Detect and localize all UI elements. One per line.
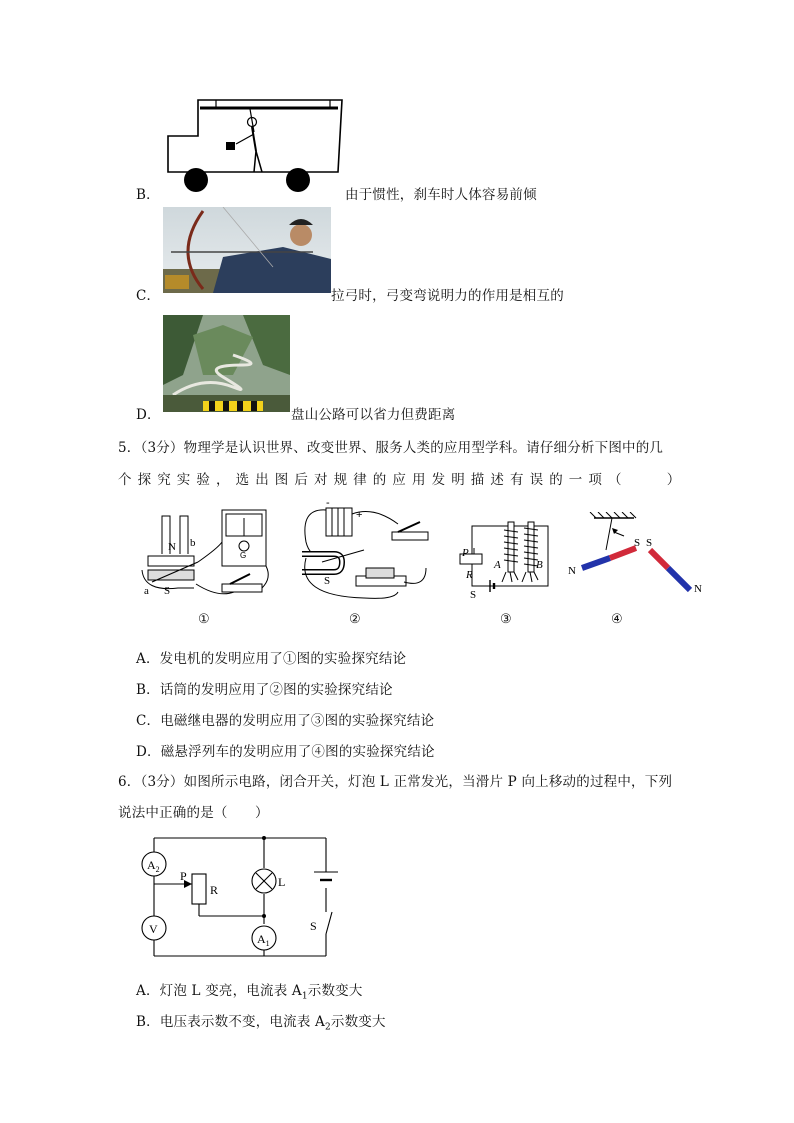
q5-option-b: B．话筒的发明应用了②图的实验探究结论 xyxy=(136,682,393,698)
q5-figure-1-induction xyxy=(138,508,276,604)
q4-option-b-text: 由于惯性，刹车时人体容易前倾 xyxy=(345,187,537,203)
fig2-plus: + xyxy=(356,509,363,521)
fig2-minus: - xyxy=(326,498,330,509)
q6-option-a-pre: A．灯泡 L 变亮，电流表 A xyxy=(136,983,302,999)
q5-figure-2-motor xyxy=(294,498,436,606)
q6-option-a-sub: 1 xyxy=(301,991,308,1002)
fig3-label-r: R xyxy=(466,569,473,581)
q4-option-d-text: 盘山公路可以省力但费距离 xyxy=(291,407,456,423)
q5-figure-4-caption: ④ xyxy=(611,612,623,627)
mountain-road-photo xyxy=(163,315,290,412)
q6-stem-line2: 说法中正确的是（ ） xyxy=(118,805,269,821)
q4-option-d-letter: D． xyxy=(136,407,161,423)
fig4-label-n1: N xyxy=(568,565,576,577)
q5-stem-line1: 5．（3分）物理学是认识世界、改变世界、服务人类的应用型学科。请仔细分析下图中的几 xyxy=(118,440,664,456)
fig3-label-p: P xyxy=(462,547,469,559)
q4-option-c-text: 拉弓时，弓变弯说明力的作用是相互的 xyxy=(331,288,564,304)
q6-a1-label: A xyxy=(257,932,266,946)
fig4-label-s1: S xyxy=(634,537,641,549)
q6-option-b-sub: 2 xyxy=(324,1022,331,1033)
fig1-meter-label: G xyxy=(240,551,247,560)
q6-switch-label: S xyxy=(310,919,317,933)
q6-stem-line1: 6．（3分）如图所示电路，闭合开关，灯泡 L 正常发光，当滑片 P 向上移动的过程中，下列 xyxy=(118,774,673,790)
fig3-label-s: S xyxy=(470,589,477,601)
q5-stem-line2: 个探究实验，选出图后对规律的应用发明描述有误的一项（ ） xyxy=(118,472,687,488)
q6-option-a xyxy=(136,979,363,1002)
q6-option-b xyxy=(136,1010,386,1033)
q5-option-d: D．磁悬浮列车的发明应用了④图的实验探究结论 xyxy=(136,744,435,760)
fig2-label-s: S xyxy=(324,575,331,587)
fig1-label-a: a xyxy=(144,585,149,597)
fig1-label-s: S xyxy=(164,585,171,597)
q6-voltmeter-label: V xyxy=(149,922,158,936)
q5-figure-3-caption: ③ xyxy=(500,612,512,627)
q6-a2-sub: 2 xyxy=(155,865,160,874)
q5-figure-3-electromagnet xyxy=(452,518,552,602)
q6-option-a-post: 示数变大 xyxy=(307,983,363,999)
truck-inertia-figure xyxy=(160,96,350,192)
q6-option-b-post: 示数变大 xyxy=(330,1014,386,1030)
archer-photo xyxy=(163,207,331,293)
q6-resistor-label: R xyxy=(210,883,219,897)
q4-option-c-letter: C． xyxy=(136,288,161,304)
q6-a1-sub: 1 xyxy=(265,939,270,948)
q6-lamp-label: L xyxy=(278,875,286,889)
q5-figure-1-caption: ① xyxy=(198,612,210,627)
fig1-label-b: b xyxy=(190,537,196,549)
q6-circuit-diagram xyxy=(136,828,342,960)
q6-option-b-pre: B．电压表示数不变，电流表 A xyxy=(136,1014,325,1030)
q6-slider-label: P xyxy=(180,869,187,883)
q5-option-c: C．电磁继电器的发明应用了③图的实验探究结论 xyxy=(136,713,435,729)
q5-figure-4-magnets xyxy=(566,512,706,600)
fig1-label-n: N xyxy=(168,541,176,553)
fig3-label-b: B xyxy=(536,559,543,571)
q4-option-b-letter: B． xyxy=(136,187,160,203)
q5-figure-2-caption: ② xyxy=(349,612,361,627)
q6-a2-label: A xyxy=(147,858,156,872)
fig3-label-a: A xyxy=(494,559,501,571)
fig4-label-n2: N xyxy=(694,583,702,595)
q5-option-a: A．发电机的发明应用了①图的实验探究结论 xyxy=(136,651,407,667)
fig4-label-s2: S xyxy=(646,537,653,549)
